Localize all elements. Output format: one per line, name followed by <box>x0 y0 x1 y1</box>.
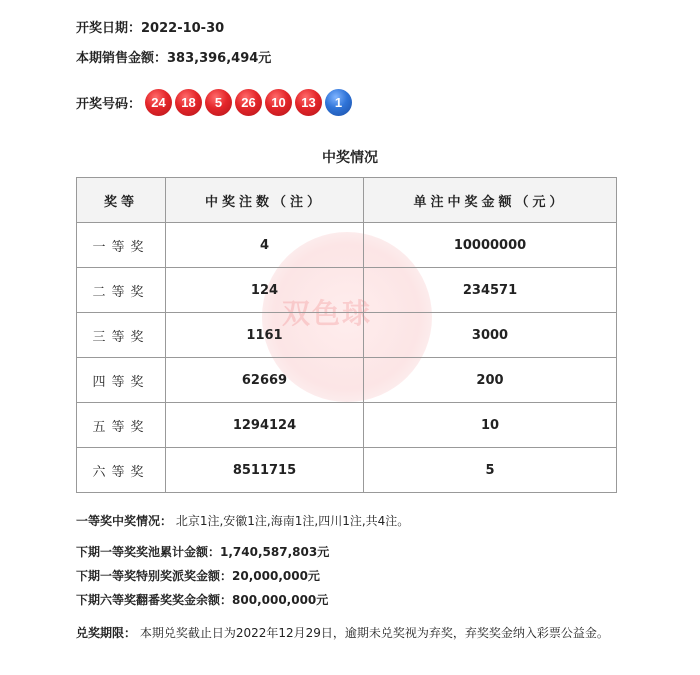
sales-line <box>76 47 271 66</box>
prize-amount: 3000 <box>364 313 617 358</box>
special-award-label: 下期一等奖特别奖派奖金额： <box>76 569 233 583</box>
winning-numbers-row <box>76 89 355 116</box>
header-level: 奖等 <box>77 178 166 223</box>
prize-level: 五等奖 <box>77 403 166 448</box>
blue-ball: 1 <box>325 89 352 116</box>
table-row <box>77 448 617 493</box>
header-amount: 单注中奖金额（元） <box>364 178 617 223</box>
prize-amount: 234571 <box>364 268 617 313</box>
red-ball: 24 <box>145 89 172 116</box>
winner-count: 62669 <box>166 358 364 403</box>
prize-level: 六等奖 <box>77 448 166 493</box>
table-row <box>77 223 617 268</box>
jackpot-pool-value: 1,740,587,803元 <box>220 545 330 559</box>
watermark-cn: 双色球 <box>282 297 373 330</box>
winner-count: 8511715 <box>166 448 364 493</box>
prize-table <box>76 177 617 493</box>
section-title: 中奖情况 <box>322 150 378 166</box>
prize-level: 三等奖 <box>77 313 166 358</box>
sixth-prize-balance <box>76 591 328 608</box>
redemption-deadline-value: 本期兑奖截止日为2022年12月29日，逾期未兑奖视为弃奖，弃奖奖金纳入彩票公益金。 <box>139 626 609 640</box>
jackpot-pool-label: 下期一等奖奖池累计金额： <box>76 545 221 559</box>
winning-numbers-label: 开奖号码： <box>76 97 142 112</box>
prize-amount: 5 <box>364 448 617 493</box>
red-ball: 26 <box>235 89 262 116</box>
winner-count: 1161 <box>166 313 364 358</box>
prize-amount: 10 <box>364 403 617 448</box>
table-header-row <box>77 178 617 223</box>
red-ball: 10 <box>265 89 292 116</box>
first-prize-info-value: 北京1注,安徽1注,海南1注,四川1注,共4注。 <box>175 514 410 528</box>
header-count: 中奖注数（注） <box>166 178 364 223</box>
draw-date-value: 2022-10-30 <box>141 21 225 36</box>
sixth-prize-balance-value: 800,000,000元 <box>232 593 329 607</box>
red-ball: 13 <box>295 89 322 116</box>
first-prize-info <box>76 512 409 529</box>
jackpot-pool <box>76 543 329 560</box>
prize-level: 二等奖 <box>77 268 166 313</box>
red-ball: 18 <box>175 89 202 116</box>
prize-amount: 10000000 <box>364 223 617 268</box>
winner-count: 124 <box>166 268 364 313</box>
table-row <box>77 268 617 313</box>
prize-amount: 200 <box>364 358 617 403</box>
table-row <box>77 313 617 358</box>
sales-value: 383,396,494元 <box>167 51 272 66</box>
winner-count: 4 <box>166 223 364 268</box>
draw-date-line <box>76 17 224 36</box>
table-row <box>77 403 617 448</box>
sixth-prize-balance-label: 下期六等奖翻番奖奖金余额： <box>76 593 233 607</box>
sales-label: 本期销售金额： <box>76 51 168 66</box>
red-ball: 5 <box>205 89 232 116</box>
table-row <box>77 358 617 403</box>
redemption-deadline <box>76 624 636 642</box>
redemption-deadline-label: 兑奖期限： <box>76 626 137 640</box>
prize-level: 一等奖 <box>77 223 166 268</box>
winner-count: 1294124 <box>166 403 364 448</box>
first-prize-info-label: 一等奖中奖情况： <box>76 514 173 528</box>
special-award-value: 20,000,000元 <box>232 569 320 583</box>
draw-date-label: 开奖日期： <box>76 21 142 36</box>
prize-level: 四等奖 <box>77 358 166 403</box>
special-award <box>76 567 320 584</box>
